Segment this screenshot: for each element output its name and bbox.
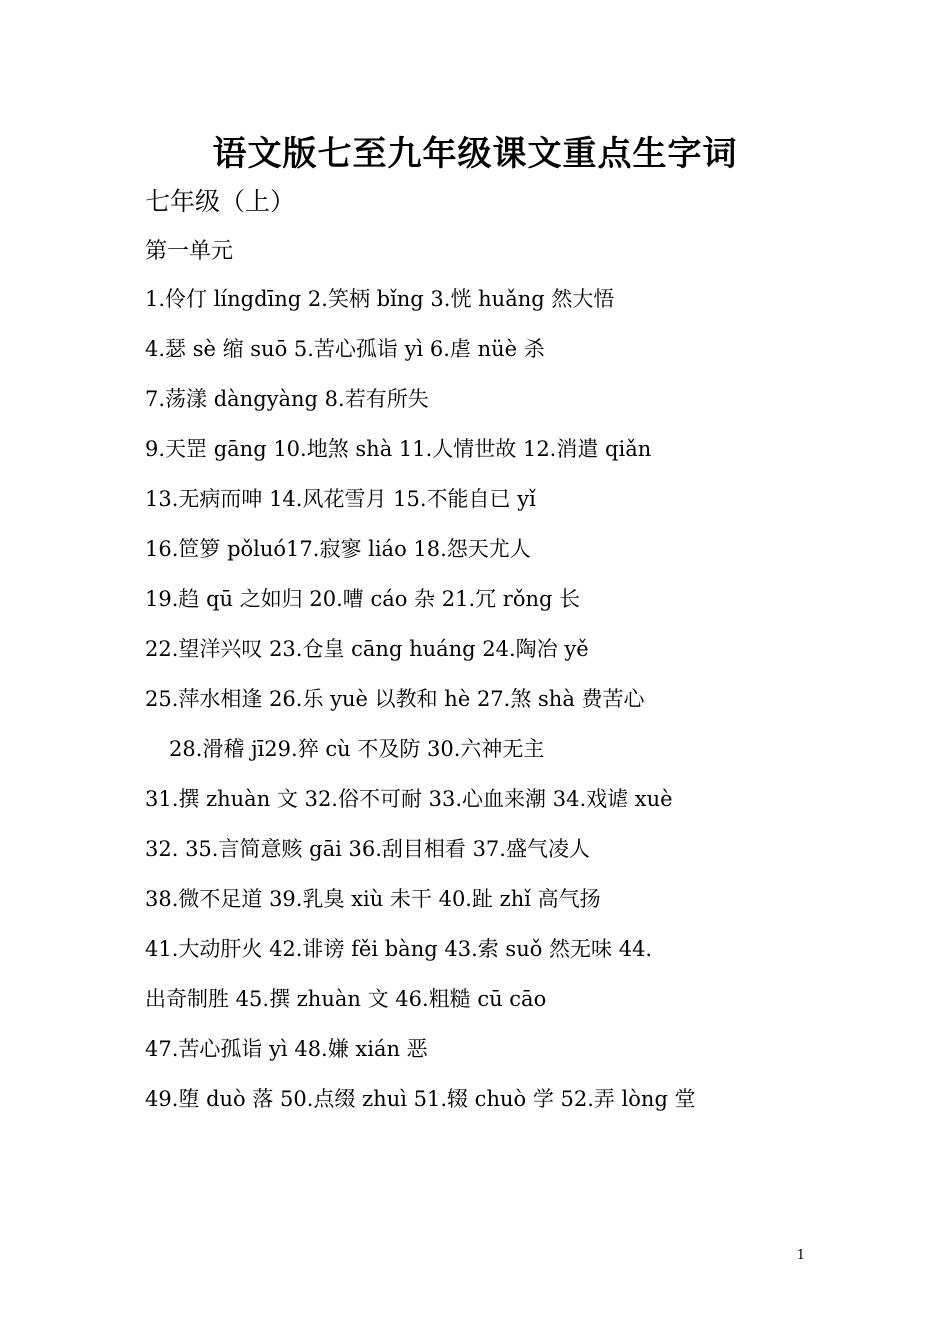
unit-heading: 第一单元 — [145, 239, 234, 264]
document-title: 语文版七至九年级课文重点生字词 — [212, 134, 738, 174]
vocabulary-line: 25.萍水相逢 26.乐 yuè 以教和 hè 27.煞 shà 费苦心 — [145, 687, 645, 711]
vocabulary-line: 19.趋 qū 之如归 20.嘈 cáo 杂 21.冗 rǒng 长 — [145, 587, 581, 611]
vocabulary-line: 28.滑稽 jī29.猝 cù 不及防 30.六神无主 — [169, 737, 545, 761]
vocabulary-line: 22.望洋兴叹 23.仓皇 cāng huáng 24.陶冶 yě — [145, 637, 589, 661]
vocabulary-line: 41.大动肝火 42.诽谤 fěi bàng 43.索 suǒ 然无味 44. — [145, 937, 653, 961]
vocabulary-line: 7.荡漾 dàngyàng 8.若有所失 — [145, 387, 429, 411]
vocabulary-line: 出奇制胜 45.撰 zhuàn 文 46.粗糙 cū cāo — [145, 987, 547, 1011]
vocabulary-line: 4.瑟 sè 缩 suō 5.苦心孤诣 yì 6.虐 nüè 杀 — [145, 337, 545, 361]
vocabulary-line: 38.微不足道 39.乳臭 xiù 未干 40.趾 zhǐ 高气扬 — [145, 887, 601, 911]
vocabulary-line: 47.苦心孤诣 yì 48.嫌 xián 恶 — [145, 1037, 428, 1061]
vocabulary-line: 49.堕 duò 落 50.点缀 zhuì 51.辍 chuò 学 52.弄 lòng 堂 — [145, 1087, 696, 1111]
vocabulary-line: 13.无病而呻 14.风花雪月 15.不能自已 yǐ — [145, 487, 536, 511]
vocabulary-line: 31.撰 zhuàn 文 32.俗不可耐 33.心血来潮 34.戏谑 xuè — [145, 787, 673, 811]
vocabulary-line: 16.笸箩 pǒluó17.寂寥 liáo 18.怨天尤人 — [145, 537, 531, 561]
vocabulary-line: 9.天罡 gāng 10.地煞 shà 11.人情世故 12.消遣 qiǎn — [145, 437, 652, 461]
vocabulary-list — [145, 282, 845, 1132]
vocabulary-line: 32. 35.言简意赅 gāi 36.刮目相看 37.盛气凌人 — [145, 837, 590, 861]
grade-heading: 七年级（上） — [145, 187, 296, 216]
page-number: 1 — [796, 1248, 805, 1263]
vocabulary-line: 1.伶仃 língdīng 2.笑柄 bǐng 3.恍 huǎng 然大悟 — [145, 287, 615, 311]
